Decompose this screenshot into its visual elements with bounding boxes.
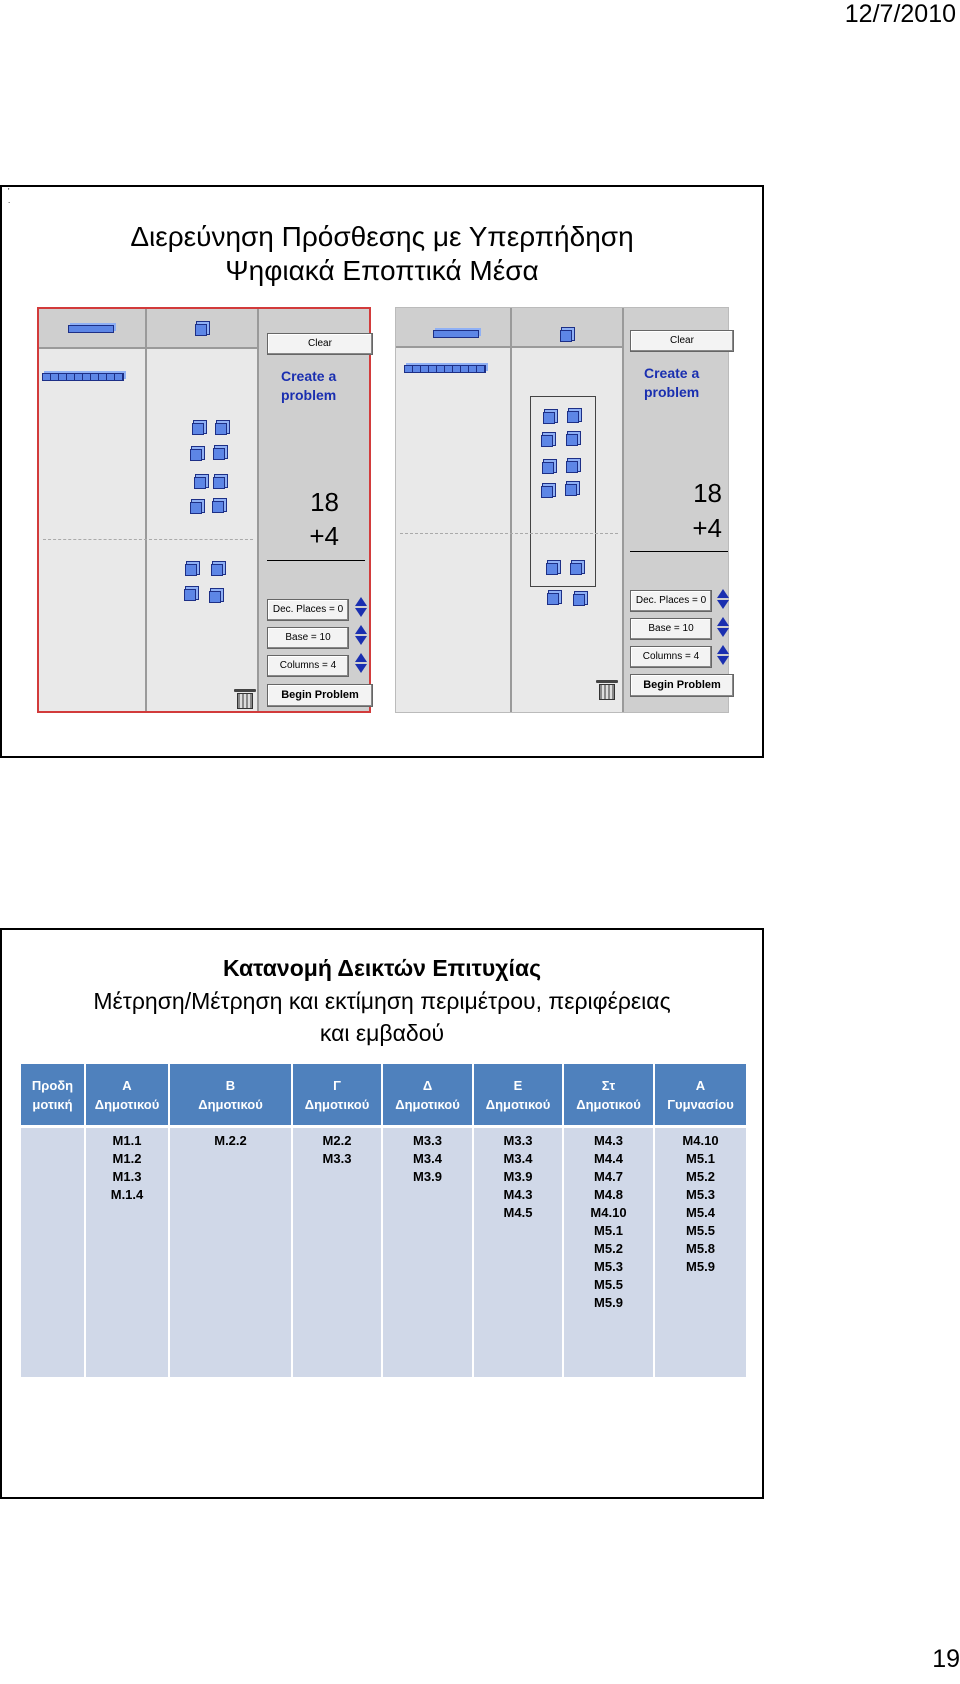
create-line2: problem [644,384,700,400]
ones-column[interactable] [512,308,624,712]
trash-icon[interactable] [598,680,616,700]
column-header [21,1064,85,1127]
column-header-grade: Β [225,1077,236,1093]
create-problem-link[interactable] [644,364,699,402]
applet-left [37,307,371,713]
indicator-code: M3.9 [413,1169,442,1184]
arrow-down-icon[interactable] [355,636,367,645]
trash-icon[interactable] [236,689,254,709]
clear-button[interactable]: Clear [630,330,734,352]
control-panel [259,309,369,711]
unit-cube[interactable] [543,412,555,424]
indicator-code: M3.3 [322,1151,352,1166]
arrow-down-icon[interactable] [717,656,729,665]
cube-palette-icon[interactable] [560,330,572,342]
mark-dot: . [8,196,11,205]
dec-places-field[interactable]: Dec. Places = 0 [630,590,712,612]
columns-field[interactable]: Columns = 4 [630,646,712,668]
table-cell [563,1127,654,1378]
ones-column-header [512,308,622,348]
indicator-code: M5.9 [686,1259,715,1274]
column-header [473,1064,563,1127]
sum-line [267,560,365,561]
base-stepper[interactable] [716,616,730,639]
indicator-code: M1.2 [112,1151,142,1166]
create-line1: Create a [281,368,337,384]
indicator-code: M5.9 [594,1295,623,1310]
addend-first: 18 [310,487,339,517]
create-problem-link[interactable] [281,367,336,405]
indicator-code: M4.3 [503,1187,533,1202]
columns-stepper[interactable] [716,644,730,667]
indicator-code: M3.4 [413,1151,442,1166]
unit-cube[interactable] [211,564,223,576]
begin-problem-button[interactable]: Begin Problem [267,684,373,707]
column-header-grade: Προδη [31,1077,74,1093]
unit-cube[interactable] [547,593,559,605]
indicator-code: M5.1 [594,1223,623,1238]
unit-cube[interactable] [565,484,577,496]
unit-cube[interactable] [190,449,202,461]
mark-apostrophe: ' [8,187,10,196]
unit-cube[interactable] [192,423,204,435]
unit-cube[interactable] [573,594,585,606]
indicator-code: M4.8 [594,1187,623,1202]
indicator-code: M5.3 [594,1259,623,1274]
slide-title [2,220,762,288]
unit-cube[interactable] [541,486,553,498]
column-header-school: μοτική [32,1096,73,1112]
column-header-school: Δημοτικού [576,1096,641,1112]
column-header-grade: Δ [422,1077,433,1093]
table-cell [169,1127,292,1378]
arrow-down-icon[interactable] [355,608,367,617]
unit-cube[interactable] [566,461,578,473]
unit-cube[interactable] [194,477,206,489]
base-field[interactable]: Base = 10 [630,618,712,640]
column-header [382,1064,473,1127]
unit-cube[interactable] [190,502,202,514]
ones-column-header [147,309,257,349]
table-cell [21,1127,85,1378]
arrow-up-icon[interactable] [355,625,367,634]
table-cell [473,1127,563,1378]
rod-palette-icon[interactable] [68,325,114,333]
ten-rod-block[interactable] [404,365,486,373]
regroup-selection-box[interactable] [530,396,596,587]
indicator-code: M5.5 [686,1223,715,1238]
indicator-code: M1.3 [112,1169,142,1184]
slide-base-ten-blocks [0,185,764,758]
indicator-code: M5.2 [686,1169,715,1184]
unit-cube[interactable] [566,434,578,446]
indicator-code: M5.4 [686,1205,715,1220]
begin-problem-button[interactable]: Begin Problem [630,674,734,697]
column-header-school: Δημοτικού [395,1096,460,1112]
column-header-school: Δημοτικού [198,1096,263,1112]
addend-second: +4 [309,521,339,551]
indicator-code: M5.8 [686,1241,715,1256]
indicator-code: M3.3 [413,1133,442,1148]
applet-right [395,307,729,713]
slide-success-indicators [0,928,764,1499]
slide-title: Κατανομή Δεικτών Επιτυχίας [222,955,542,981]
page-number: 19 [932,1645,960,1673]
place-divider-line [43,539,253,540]
base-field[interactable]: Base = 10 [267,627,349,649]
sum-line [630,551,728,552]
unit-cube[interactable] [542,462,554,474]
rod-palette-icon[interactable] [433,330,479,338]
indicator-code: M5.1 [686,1151,715,1166]
arrow-up-icon[interactable] [717,617,729,626]
create-line2: problem [281,387,337,403]
tens-column[interactable] [39,309,147,711]
header-date: 12/7/2010 [844,0,956,28]
arrow-down-icon[interactable] [717,628,729,637]
unit-cube[interactable] [185,564,197,576]
columns-field[interactable]: Columns = 4 [267,655,349,677]
table-cell [382,1127,473,1378]
indicator-code: M5.3 [686,1187,715,1202]
slide-subtitle-line1: Μέτρηση/Μέτρηση και εκτίμηση περιμέτρου, περιφέρειας [93,988,671,1014]
column-header [85,1064,169,1127]
ten-rod-block[interactable] [42,373,124,381]
unit-cube[interactable] [213,477,225,489]
ones-column[interactable] [147,309,259,711]
addend-first: 18 [693,478,722,508]
indicator-code: M5.2 [594,1241,623,1256]
arrow-up-icon[interactable] [355,653,367,662]
indicator-code: M2.2 [322,1133,352,1148]
dec-places-stepper[interactable] [354,596,368,619]
create-line1: Create a [644,365,700,381]
column-header-grade: Ε [513,1077,523,1093]
column-header [292,1064,382,1127]
cube-palette-icon[interactable] [195,324,207,336]
column-header [563,1064,654,1127]
indicator-code: M4.7 [594,1169,623,1184]
table-row [21,1127,746,1378]
column-header-school: Δημοτικού [304,1096,370,1112]
indicator-code: M3.4 [503,1151,533,1166]
dec-places-stepper[interactable] [716,588,730,611]
unit-cube[interactable] [570,563,582,575]
addend-second: +4 [692,513,722,543]
tens-column-header [39,309,145,349]
column-header-school: Δημοτικού [485,1096,551,1112]
indicator-code: M3.9 [503,1169,533,1184]
arrow-down-icon[interactable] [355,664,367,673]
arrow-up-icon[interactable] [355,597,367,606]
indicator-code: M4.4 [594,1151,623,1166]
tens-column-header [396,308,510,348]
table-header-row [21,1064,746,1127]
unit-cube[interactable] [215,423,227,435]
unit-cube[interactable] [546,563,558,575]
indicator-code: M.1.4 [110,1187,144,1202]
slide-marks [8,187,10,205]
base-stepper[interactable] [354,624,368,647]
indicator-code: M4.3 [594,1133,623,1148]
indicator-code: M5.5 [594,1277,623,1292]
column-header-school: Γυμνασίου [667,1096,734,1112]
indicator-code: M4.10 [682,1133,719,1148]
unit-cube[interactable] [209,591,221,603]
clear-button[interactable]: Clear [267,333,373,355]
indicator-code: M3.3 [503,1133,533,1148]
dec-places-field[interactable]: Dec. Places = 0 [267,599,349,621]
columns-stepper[interactable] [354,652,368,675]
unit-cube[interactable] [184,589,196,601]
column-header-grade: Γ [333,1077,341,1093]
indicator-code: M4.10 [590,1205,627,1220]
tens-column[interactable] [396,308,512,712]
indicators-table [21,1064,746,1377]
slide-title-line1: Διερεύνηση Πρόσθεσης με Υπερπήδηση [130,221,634,252]
indicator-code: M1.1 [112,1133,142,1148]
table-cell [292,1127,382,1378]
arrow-up-icon[interactable] [717,589,729,598]
control-panel [624,308,728,712]
indicator-code: M.2.2 [214,1133,247,1148]
unit-cube[interactable] [541,435,553,447]
table-cell [654,1127,746,1378]
unit-cube[interactable] [567,411,579,423]
column-header [654,1064,746,1127]
column-header-grade: Στ [601,1077,616,1093]
column-header-school: Δημοτικού [94,1096,160,1112]
arrow-up-icon[interactable] [717,645,729,654]
indicator-code: M4.5 [503,1205,533,1220]
arrow-down-icon[interactable] [717,600,729,609]
column-header-grade: Α [695,1077,706,1093]
unit-cube[interactable] [213,448,225,460]
unit-cube[interactable] [212,501,224,513]
place-divider-line [400,533,618,534]
table-cell [85,1127,169,1378]
column-header-grade: Α [122,1077,132,1093]
column-header [169,1064,292,1127]
slide-title-line2: Ψηφιακά Εποπτικά Μέσα [225,255,539,286]
slide-subtitle-line2: και εμβαδού [319,1020,445,1046]
